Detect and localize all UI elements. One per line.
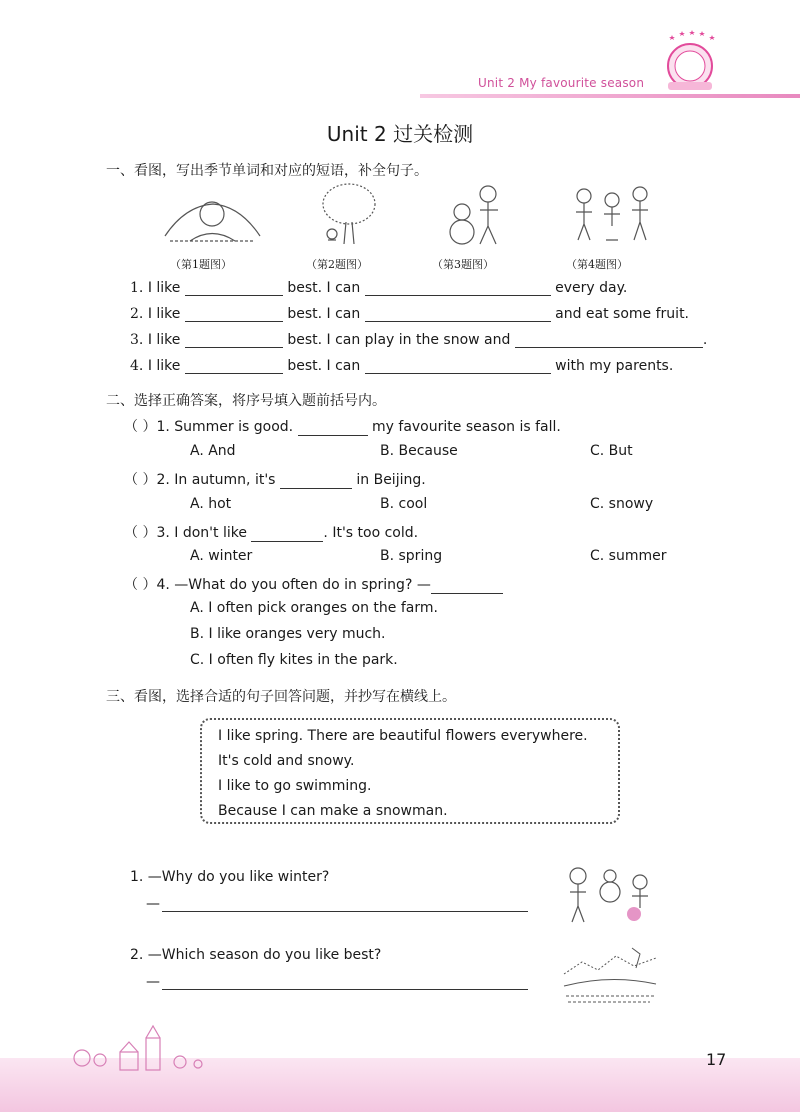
- children-group-icon: [566, 182, 658, 244]
- landscape-icon: [562, 944, 658, 1006]
- s2-q3-option-b[interactable]: B. spring: [380, 548, 443, 564]
- s2-q4-option-b[interactable]: B. I like oranges very much.: [190, 626, 386, 642]
- blank-field[interactable]: [280, 474, 352, 489]
- s2-question-2: （ ）2. In autumn, it's in Beijing.: [124, 472, 426, 488]
- s3-question-1: 1. —Why do you like winter?: [130, 869, 330, 885]
- page-title: Unit 2 过关检测: [326, 122, 474, 146]
- blank-field[interactable]: [185, 307, 283, 322]
- s1-item-3: 3. I like best. I can play in the snow and .: [130, 332, 708, 348]
- blank-field[interactable]: [515, 333, 703, 348]
- s2-q4-option-c[interactable]: C. I often fly kites in the park.: [190, 652, 398, 668]
- s2-question-1: （ ）1. Summer is good. my favourite season is fall.: [124, 419, 561, 435]
- s3-question-2: 2. —Which season do you like best?: [130, 947, 382, 963]
- winter-children-icon: [562, 862, 658, 924]
- caption-2: （第2题图）: [306, 258, 368, 271]
- s1-item-2: 2. I like best. I can and eat some fruit.: [130, 306, 690, 322]
- blank-field[interactable]: [298, 421, 368, 436]
- s2-question-3: （ ）3. I don't like . It's too cold.: [124, 525, 419, 541]
- blank-field[interactable]: [365, 281, 551, 296]
- castle-icon: [70, 1024, 210, 1072]
- s3-answer-dash-1: —: [146, 896, 160, 912]
- s2-q1-option-b[interactable]: B. Because: [380, 443, 458, 459]
- s2-q3-option-a[interactable]: A. winter: [190, 548, 253, 564]
- child-figure-icon: [160, 186, 266, 248]
- caption-4: （第4题图）: [566, 258, 628, 271]
- s3-answer-dash-2: —: [146, 974, 160, 990]
- s1-item-4: 4. I like best. I can with my parents.: [130, 358, 674, 374]
- s2-q1-option-a[interactable]: A. And: [190, 443, 236, 459]
- header-unit-title: Unit 2 My favourite season: [478, 76, 645, 90]
- blank-field[interactable]: [431, 579, 503, 594]
- s2-q1-option-c[interactable]: C. But: [590, 443, 633, 459]
- section1-heading: 一、看图，写出季节单词和对应的短语，补全句子。: [106, 163, 428, 179]
- s2-q4-option-a[interactable]: A. I often pick oranges on the farm.: [190, 600, 438, 616]
- header-rule: [420, 94, 800, 98]
- blank-field[interactable]: [185, 359, 283, 374]
- box-sentence-4: Because I can make a snowman.: [218, 803, 448, 819]
- logo-badge-icon: [662, 30, 718, 92]
- s1-item-1: 1. I like best. I can every day.: [130, 280, 628, 296]
- box-sentence-2: It's cold and snowy.: [218, 753, 355, 769]
- s2-q2-option-a[interactable]: A. hot: [190, 496, 232, 512]
- caption-3: （第3题图）: [432, 258, 494, 271]
- blank-field[interactable]: [365, 307, 551, 322]
- answer-line-2[interactable]: [162, 989, 528, 990]
- section2-heading: 二、选择正确答案，将序号填入题前括号内。: [106, 393, 386, 409]
- snowman-icon: [446, 182, 508, 248]
- s2-q2-option-b[interactable]: B. cool: [380, 496, 428, 512]
- tree-icon: [318, 182, 380, 248]
- s2-q3-option-c[interactable]: C. summer: [590, 548, 667, 564]
- blank-field[interactable]: [251, 527, 323, 542]
- s2-question-4: （ ）4. —What do you often do in spring? —: [124, 574, 503, 594]
- answer-line-1[interactable]: [162, 911, 528, 912]
- blank-field[interactable]: [365, 359, 551, 374]
- s2-q2-option-c[interactable]: C. snowy: [590, 496, 654, 512]
- caption-1: （第1题图）: [170, 258, 232, 271]
- page-number: 17: [706, 1050, 727, 1069]
- blank-field[interactable]: [185, 281, 283, 296]
- box-sentence-3: I like to go swimming.: [218, 778, 372, 794]
- answer-options-box: [200, 718, 620, 824]
- section3-heading: 三、看图，选择合适的句子回答问题，并抄写在横线上。: [106, 689, 456, 705]
- blank-field[interactable]: [185, 333, 283, 348]
- box-sentence-1: I like spring. There are beautiful flowers everywhere.: [218, 728, 588, 744]
